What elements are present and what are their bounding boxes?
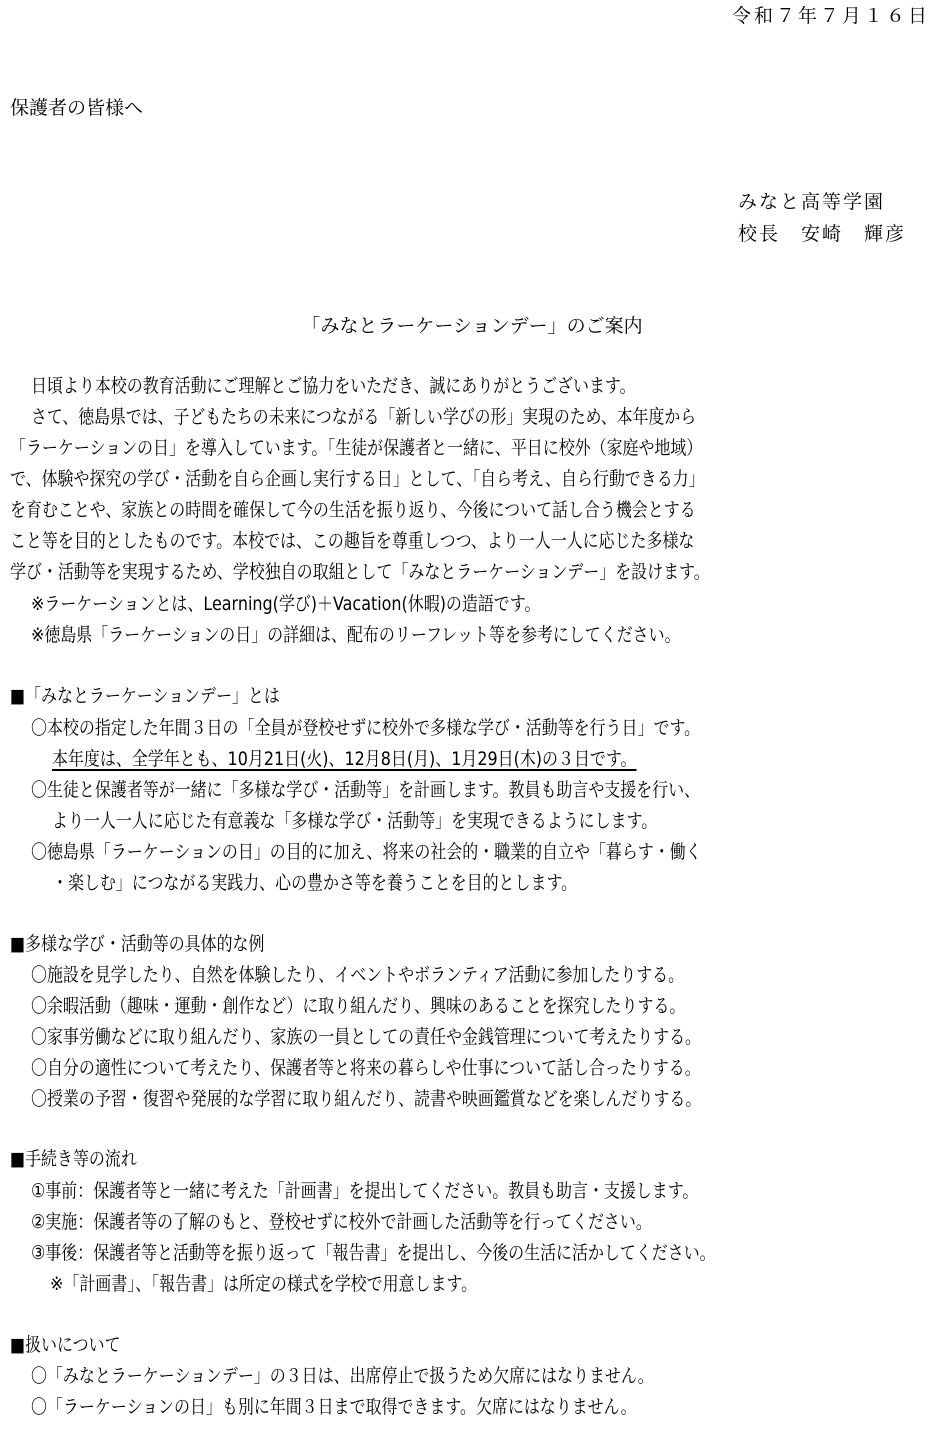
procedure-step: ②実施：保護者等の了解のもと、登校せずに校外で計画した活動等を行ってください。 [31,1211,652,1233]
section-heading: ■扱いについて [10,1334,121,1356]
intro-line: こと等を目的としたものです。本校では、この趣旨を尊重しつつ、より一人一人に応じた多様な [10,530,695,552]
section-item-cont: ・楽しむ」につながる実践力、心の豊かさ等を養うことを目的とします。 [52,872,578,894]
section-item-cont: より一人一人に応じた有意義な「多様な学び・活動等」を実現できるようにします。 [52,810,658,832]
section-item: 〇家事労働などに取り組んだり、家族の一員としての責任や金銭管理について考えたりする。 [31,1026,702,1048]
scheduled-dates: 本年度は、全学年とも、10月21日(火)、12月8日(月)、1月29日(木)の３日です。 [52,748,637,770]
section-item: 〇「みなとラーケーションデー」の３日は、出席停止で扱うため欠席にはなりません。 [31,1365,654,1387]
intro-note: ※徳島県「ラーケーションの日」の詳細は、配布のリーフレット等を参考にしてください。 [31,624,681,646]
section-item: 〇自分の適性について考えたり、保護者等と将来の暮らしや仕事について話し合ったりする。 [31,1057,701,1079]
procedure-note: ※「計画書」、「報告書」は所定の様式を学校で用意します。 [50,1273,478,1295]
section-item: 〇生徒と保護者等が一緒に「多様な学び・活動等」を計画します。教員も助言や支援を行い、 [31,779,701,801]
section-item: 〇余暇活動（趣味・運動・創作など）に取り組んだり、興味のあることを探究したりする。 [31,995,686,1017]
section-heading: ■手続き等の流れ [10,1148,137,1170]
section-item: 〇徳島県「ラーケーションの日」の目的に加え、将来の社会的・職業的自立や「暮らす・働く [31,841,702,863]
intro-note: ※ラーケーションとは、Learning(学び)＋Vacation(休暇)の造語です。 [31,593,541,615]
procedure-step: ①事前：保護者等と一緒に考えた「計画書」を提出してください。教員も助言・支援します。 [31,1180,699,1202]
intro-line: 学び・活動等を実現するため、学校独自の取組として「みなとラーケーションデー」を設けます。 [10,561,710,583]
section-item: 〇本校の指定した年間３日の「全員が登校せずに校外で多様な学び・活動等を行う日」です。 [31,717,701,739]
section-item: 〇授業の予習・復習や発展的な学習に取り組んだり、読書や映画鑑賞などを楽しんだりする。 [31,1088,702,1110]
document-title: 「みなとラーケーションデー」のご案内 [301,315,643,337]
principal-name: 校長 安崎 輝彦 [738,223,907,245]
section-item: 〇施設を見学したり、自然を体験したり、イベントやボランティア活動に参加したりする。 [31,964,685,986]
intro-line: を育むことや、家族との時間を確保して今の生活を振り返り、今後について話し合う機会とする [10,499,696,521]
addressee: 保護者の皆様へ [10,97,144,119]
document-date: 令和７年７月１６日 [731,5,930,27]
intro-line: で、体験や探究の学び・活動を自ら企画し実行する日」として、「自ら考え、自ら行動できる力」 [10,468,705,490]
procedure-step: ③事後：保護者等と活動等を振り返って「報告書」を提出し、今後の生活に活かしてください。 [31,1242,716,1264]
intro-line: さて、徳島県では、子どもたちの未来につながる「新しい学びの形」実現のため、本年度から [31,406,697,428]
intro-line: 日頃より本校の教育活動にご理解とご協力をいただき、誠にありがとうございます。 [31,375,636,397]
section-heading: ■多様な学び・活動等の具体的な例 [10,933,265,955]
section-item: 〇「ラーケーションの日」も別に年間３日まで取得できます。欠席にはなりません。 [31,1396,637,1418]
section-heading: ■「みなとラーケーションデー」とは [10,685,280,707]
intro-line: 「ラーケーションの日」を導入しています。「生徒が保護者と一緒に、平日に校外（家庭や地域） [10,437,703,459]
school-name: みなと高等学園 [738,191,886,213]
